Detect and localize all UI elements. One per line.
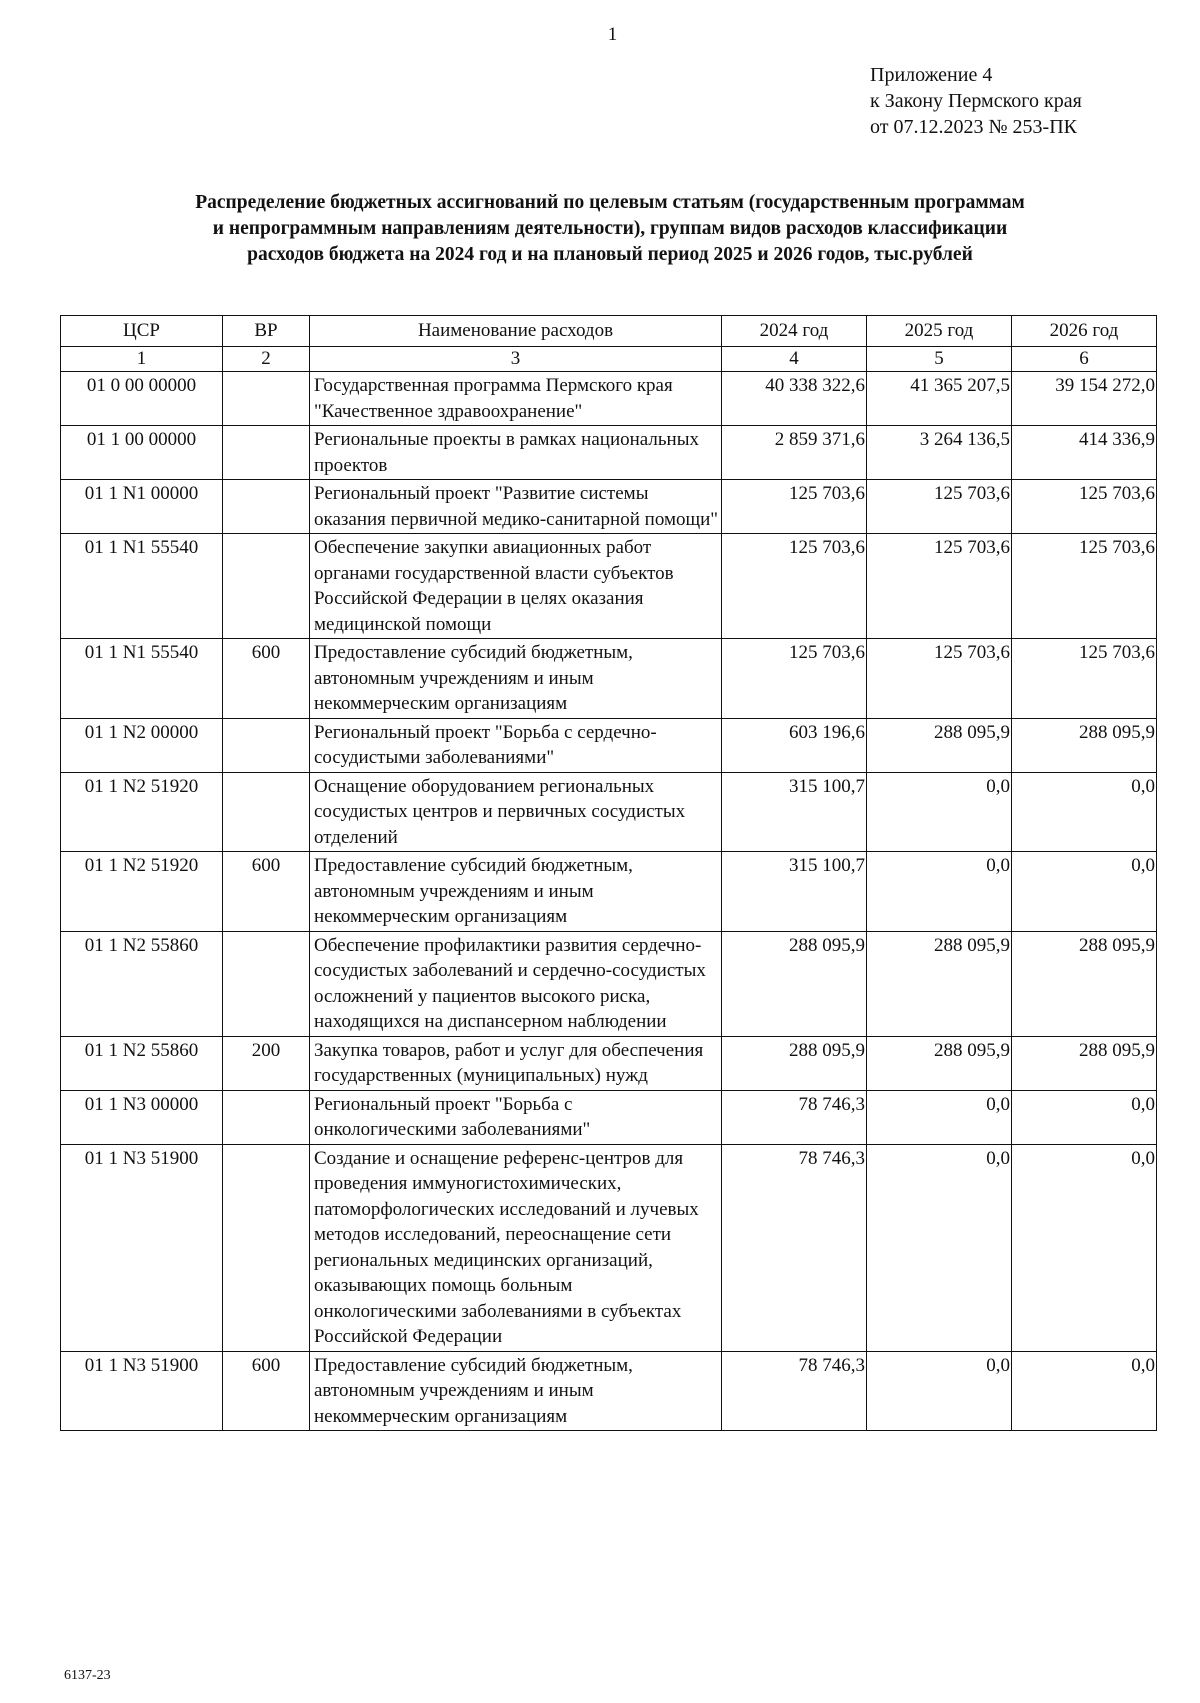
cell-2026: 288 095,9 bbox=[1012, 931, 1157, 1036]
cell-2024: 40 338 322,6 bbox=[722, 372, 867, 426]
cell-csr: 01 1 N2 00000 bbox=[61, 718, 223, 772]
cell-vr bbox=[223, 426, 310, 480]
cell-2025: 0,0 bbox=[867, 1090, 1012, 1144]
table-row bbox=[61, 1036, 1157, 1090]
table-row bbox=[61, 372, 1157, 426]
cell-2026: 0,0 bbox=[1012, 1090, 1157, 1144]
cell-csr: 01 1 N1 55540 bbox=[61, 639, 223, 719]
appendix-reference bbox=[870, 62, 1082, 140]
cell-csr: 01 1 N3 00000 bbox=[61, 1090, 223, 1144]
column-number: 6 bbox=[1012, 347, 1157, 372]
column-number: 1 bbox=[61, 347, 223, 372]
cell-2025: 288 095,9 bbox=[867, 718, 1012, 772]
document-title bbox=[110, 190, 1110, 268]
appendix-line: к Закону Пермского края bbox=[870, 90, 1082, 112]
table-row bbox=[61, 426, 1157, 480]
cell-name: Обеспечение закупки авиационных работ органами государственной власти субъектов Российской Федерации в целях оказания медицинской помощи bbox=[310, 534, 722, 639]
cell-2025: 0,0 bbox=[867, 1144, 1012, 1351]
cell-vr: 600 bbox=[223, 852, 310, 932]
cell-name: Предоставление субсидий бюджетным, автономным учреждениям и иным некоммерческим организациям bbox=[310, 1351, 722, 1431]
document-code: 6137-23 bbox=[64, 1668, 111, 1683]
table-row bbox=[61, 1351, 1157, 1431]
table-row bbox=[61, 1144, 1157, 1351]
cell-csr: 01 0 00 00000 bbox=[61, 372, 223, 426]
cell-2025: 288 095,9 bbox=[867, 1036, 1012, 1090]
cell-2025: 0,0 bbox=[867, 772, 1012, 852]
cell-csr: 01 1 N3 51900 bbox=[61, 1144, 223, 1351]
cell-2024: 288 095,9 bbox=[722, 1036, 867, 1090]
cell-csr: 01 1 N1 00000 bbox=[61, 480, 223, 534]
cell-2025: 288 095,9 bbox=[867, 931, 1012, 1036]
cell-name: Региональный проект "Борьба с онкологическими заболеваниями" bbox=[310, 1090, 722, 1144]
cell-2026: 0,0 bbox=[1012, 1144, 1157, 1351]
header-2025: 2025 год bbox=[867, 316, 1012, 347]
table-row bbox=[61, 718, 1157, 772]
cell-2024: 288 095,9 bbox=[722, 931, 867, 1036]
cell-vr bbox=[223, 931, 310, 1036]
cell-vr bbox=[223, 1144, 310, 1351]
column-number: 2 bbox=[223, 347, 310, 372]
cell-2026: 125 703,6 bbox=[1012, 639, 1157, 719]
table-row bbox=[61, 772, 1157, 852]
column-number: 4 bbox=[722, 347, 867, 372]
cell-2026: 39 154 272,0 bbox=[1012, 372, 1157, 426]
header-2024: 2024 год bbox=[722, 316, 867, 347]
cell-vr bbox=[223, 480, 310, 534]
column-number-row bbox=[61, 347, 1157, 372]
appendix-line: Приложение 4 bbox=[870, 64, 993, 86]
cell-vr bbox=[223, 718, 310, 772]
cell-vr: 200 bbox=[223, 1036, 310, 1090]
cell-2024: 78 746,3 bbox=[722, 1090, 867, 1144]
cell-name: Закупка товаров, работ и услуг для обеспечения государственных (муниципальных) нужд bbox=[310, 1036, 722, 1090]
appendix-line: от 07.12.2023 № 253-ПК bbox=[870, 116, 1078, 138]
cell-csr: 01 1 N3 51900 bbox=[61, 1351, 223, 1431]
column-number: 3 bbox=[310, 347, 722, 372]
cell-2024: 603 196,6 bbox=[722, 718, 867, 772]
cell-2024: 125 703,6 bbox=[722, 480, 867, 534]
cell-2025: 125 703,6 bbox=[867, 639, 1012, 719]
cell-2026: 125 703,6 bbox=[1012, 534, 1157, 639]
cell-2024: 2 859 371,6 bbox=[722, 426, 867, 480]
cell-name: Региональный проект "Развитие системы оказания первичной медико-санитарной помощи" bbox=[310, 480, 722, 534]
header-name: Наименование расходов bbox=[310, 316, 722, 347]
cell-2026: 0,0 bbox=[1012, 852, 1157, 932]
table-row bbox=[61, 639, 1157, 719]
cell-csr: 01 1 N2 51920 bbox=[61, 852, 223, 932]
cell-vr bbox=[223, 534, 310, 639]
cell-csr: 01 1 N2 55860 bbox=[61, 1036, 223, 1090]
cell-2024: 78 746,3 bbox=[722, 1144, 867, 1351]
page-number: 1 bbox=[607, 24, 618, 45]
cell-2024: 125 703,6 bbox=[722, 639, 867, 719]
table-row bbox=[61, 852, 1157, 932]
cell-csr: 01 1 00 00000 bbox=[61, 426, 223, 480]
table-row bbox=[61, 931, 1157, 1036]
cell-name: Оснащение оборудованием региональных сосудистых центров и первичных сосудистых отделений bbox=[310, 772, 722, 852]
cell-name: Обеспечение профилактики развития сердечно-сосудистых заболеваний и сердечно-сосудистых осложнений у пациентов высокого риска, находящихся на диспансерном наблюдении bbox=[310, 931, 722, 1036]
cell-name: Региональный проект "Борьба с сердечно-сосудистыми заболеваниями" bbox=[310, 718, 722, 772]
header-row bbox=[61, 316, 1157, 347]
cell-2025: 41 365 207,5 bbox=[867, 372, 1012, 426]
cell-2025: 125 703,6 bbox=[867, 534, 1012, 639]
cell-2025: 125 703,6 bbox=[867, 480, 1012, 534]
cell-csr: 01 1 N2 55860 bbox=[61, 931, 223, 1036]
cell-2026: 125 703,6 bbox=[1012, 480, 1157, 534]
cell-2025: 0,0 bbox=[867, 1351, 1012, 1431]
cell-2024: 315 100,7 bbox=[722, 772, 867, 852]
header-csr: ЦСР bbox=[61, 316, 223, 347]
table-row bbox=[61, 534, 1157, 639]
cell-vr: 600 bbox=[223, 1351, 310, 1431]
cell-2026: 0,0 bbox=[1012, 772, 1157, 852]
cell-2024: 78 746,3 bbox=[722, 1351, 867, 1431]
cell-csr: 01 1 N1 55540 bbox=[61, 534, 223, 639]
title-line: расходов бюджета на 2024 год и на плановый период 2025 и 2026 годов, тыс.рублей bbox=[247, 244, 973, 265]
cell-2026: 414 336,9 bbox=[1012, 426, 1157, 480]
cell-name: Региональные проекты в рамках национальных проектов bbox=[310, 426, 722, 480]
title-line: Распределение бюджетных ассигнований по целевым статьям (государственным программам bbox=[195, 192, 1025, 213]
header-vr: ВР bbox=[223, 316, 310, 347]
cell-vr bbox=[223, 372, 310, 426]
cell-csr: 01 1 N2 51920 bbox=[61, 772, 223, 852]
cell-2025: 3 264 136,5 bbox=[867, 426, 1012, 480]
cell-2026: 288 095,9 bbox=[1012, 718, 1157, 772]
cell-name: Государственная программа Пермского края "Качественное здравоохранение" bbox=[310, 372, 722, 426]
cell-2026: 0,0 bbox=[1012, 1351, 1157, 1431]
cell-2026: 288 095,9 bbox=[1012, 1036, 1157, 1090]
cell-2024: 315 100,7 bbox=[722, 852, 867, 932]
table-row bbox=[61, 1090, 1157, 1144]
cell-name: Создание и оснащение референс-центров для проведения иммуногистохимических, патоморфологических исследований и лучевых методов исследований, переоснащение сети региональных медицинских организаций, оказывающих помощь больным онкологическими заболеваниями в субъектах Российской Федерации bbox=[310, 1144, 722, 1351]
cell-vr: 600 bbox=[223, 639, 310, 719]
header-2026: 2026 год bbox=[1012, 316, 1157, 347]
cell-vr bbox=[223, 1090, 310, 1144]
budget-table bbox=[60, 315, 1157, 1431]
cell-vr bbox=[223, 772, 310, 852]
table-row bbox=[61, 480, 1157, 534]
cell-2025: 0,0 bbox=[867, 852, 1012, 932]
cell-name: Предоставление субсидий бюджетным, автономным учреждениям и иным некоммерческим организациям bbox=[310, 639, 722, 719]
column-number: 5 bbox=[867, 347, 1012, 372]
cell-name: Предоставление субсидий бюджетным, автономным учреждениям и иным некоммерческим организациям bbox=[310, 852, 722, 932]
cell-2024: 125 703,6 bbox=[722, 534, 867, 639]
title-line: и непрограммным направлениям деятельности), группам видов расходов классификации bbox=[212, 218, 1008, 239]
